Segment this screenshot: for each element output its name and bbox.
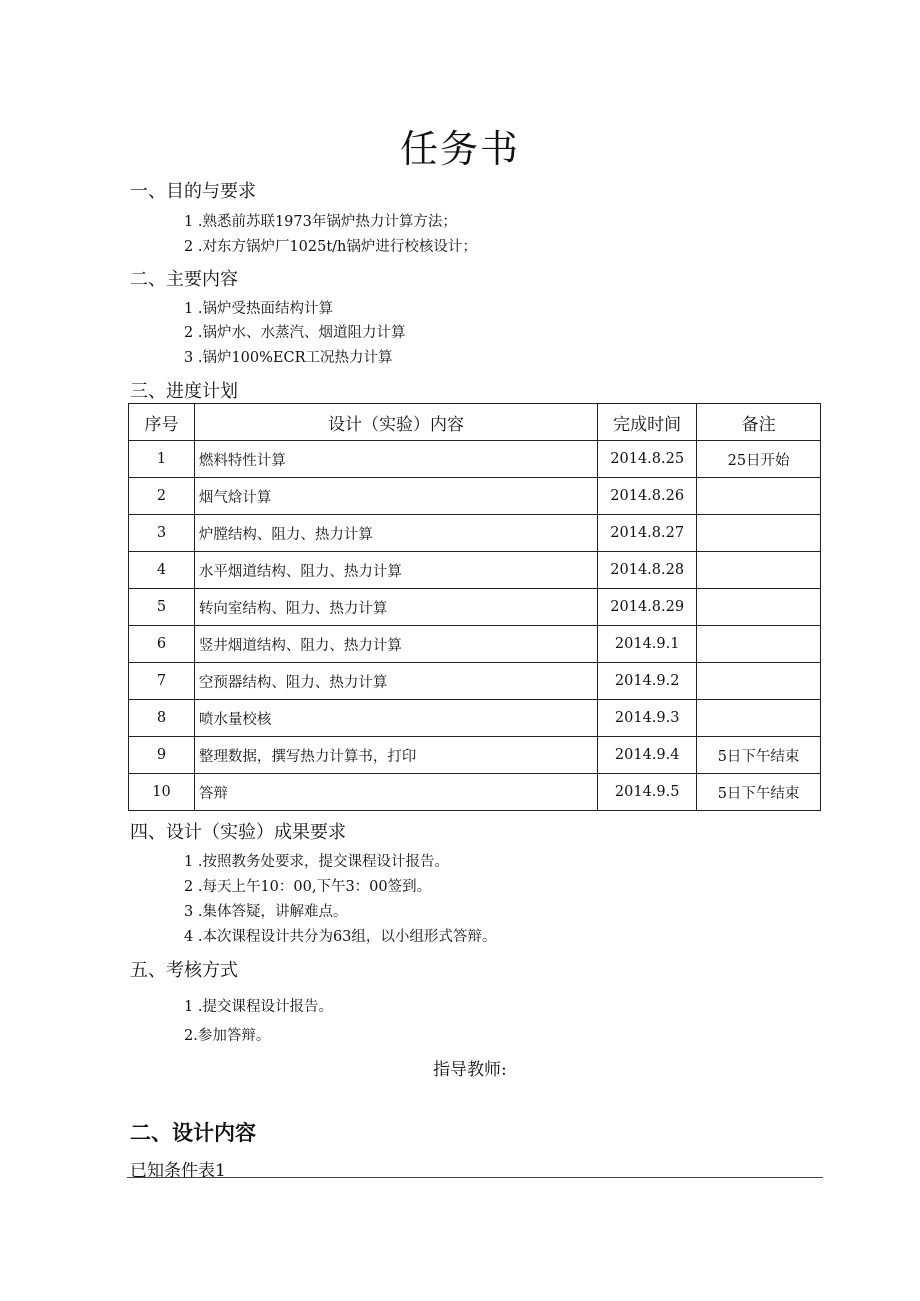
row-remark [697, 589, 821, 626]
row-content: 炉膛结构、阻力、热力计算 [194, 515, 597, 552]
section-heading-purpose: 一、目的与要求 [130, 181, 256, 202]
list-item: 3 .锅炉100%ECR工况热力计算 [184, 350, 393, 366]
row-number: 2 [129, 478, 195, 515]
row-remark [697, 700, 821, 737]
table-caption: 已知条件表1 [130, 1161, 226, 1181]
row-date: 2014.9.2 [598, 663, 697, 700]
row-content: 整理数据，撰写热力计算书，打印 [194, 737, 597, 774]
row-content: 答辩 [194, 774, 597, 811]
row-date: 2014.8.27 [598, 515, 697, 552]
table-row [129, 515, 821, 552]
row-remark: 5日下午结束 [697, 774, 821, 811]
row-number: 9 [129, 737, 195, 774]
list-item: 4 .本次课程设计共分为63组，以小组形式答辩。 [184, 929, 497, 945]
row-remark [697, 478, 821, 515]
row-number: 10 [129, 774, 195, 811]
row-content: 水平烟道结构、阻力、热力计算 [194, 552, 597, 589]
row-remark [697, 552, 821, 589]
list-item: 3 .集体答疑，讲解难点。 [184, 904, 348, 920]
row-content: 竖井烟道结构、阻力、热力计算 [194, 626, 597, 663]
row-remark: 5日下午结束 [697, 737, 821, 774]
row-number: 6 [129, 626, 195, 663]
document-title: 任务书 [399, 127, 520, 171]
row-date: 2014.8.29 [598, 589, 697, 626]
list-item: 1 .熟悉前苏联1973年锅炉热力计算方法； [184, 214, 457, 230]
table-row [129, 478, 821, 515]
row-date: 2014.8.25 [598, 441, 697, 478]
row-number: 4 [129, 552, 195, 589]
row-number: 8 [129, 700, 195, 737]
row-remark [697, 515, 821, 552]
table-row [129, 441, 821, 478]
row-content: 转向室结构、阻力、热力计算 [194, 589, 597, 626]
section-heading-assessment: 五、考核方式 [130, 960, 238, 981]
divider [127, 1177, 823, 1178]
row-remark: 25日开始 [697, 441, 821, 478]
row-content: 喷水量校核 [194, 700, 597, 737]
row-number: 7 [129, 663, 195, 700]
table-header-row [129, 404, 821, 441]
list-item: 2.参加答辩。 [184, 1028, 271, 1044]
row-date: 2014.9.5 [598, 774, 697, 811]
row-date: 2014.9.1 [598, 626, 697, 663]
row-date: 2014.8.26 [598, 478, 697, 515]
table-row [129, 663, 821, 700]
section-heading-main-content: 二、主要内容 [130, 269, 238, 290]
section-heading-schedule: 三、进度计划 [130, 381, 238, 402]
row-content: 燃料特性计算 [194, 441, 597, 478]
row-date: 2014.8.28 [598, 552, 697, 589]
table-row [129, 552, 821, 589]
column-header-number: 序号 [129, 404, 195, 441]
column-header-content: 设计（实验）内容 [194, 404, 597, 441]
table-row [129, 626, 821, 663]
schedule-table [128, 403, 821, 811]
column-header-completion-time: 完成时间 [598, 404, 697, 441]
row-content: 空预器结构、阻力、热力计算 [194, 663, 597, 700]
table-row [129, 589, 821, 626]
row-remark [697, 626, 821, 663]
instructor-signature-label: 指导教师: [433, 1060, 507, 1080]
list-item: 2 .对东方锅炉厂1025t/h锅炉进行校核设计； [184, 239, 477, 255]
section-heading-deliverables: 四、设计（实验）成果要求 [130, 822, 346, 843]
row-number: 1 [129, 441, 195, 478]
table-row [129, 700, 821, 737]
list-item: 2 .锅炉水、水蒸汽、烟道阻力计算 [184, 325, 406, 341]
row-date: 2014.9.4 [598, 737, 697, 774]
row-number: 3 [129, 515, 195, 552]
column-header-remarks: 备注 [697, 404, 821, 441]
table-row [129, 774, 821, 811]
part2-heading: 二、设计内容 [130, 1120, 256, 1145]
row-remark [697, 663, 821, 700]
list-item: 1 .锅炉受热面结构计算 [184, 301, 333, 317]
row-content: 烟气焓计算 [194, 478, 597, 515]
list-item: 1 .按照教务处要求，提交课程设计报告。 [184, 854, 449, 870]
table-row [129, 737, 821, 774]
list-item: 1 .提交课程设计报告。 [184, 999, 333, 1015]
row-number: 5 [129, 589, 195, 626]
list-item: 2 .每天上午10：00,下午3：00签到。 [184, 879, 432, 895]
row-date: 2014.9.3 [598, 700, 697, 737]
